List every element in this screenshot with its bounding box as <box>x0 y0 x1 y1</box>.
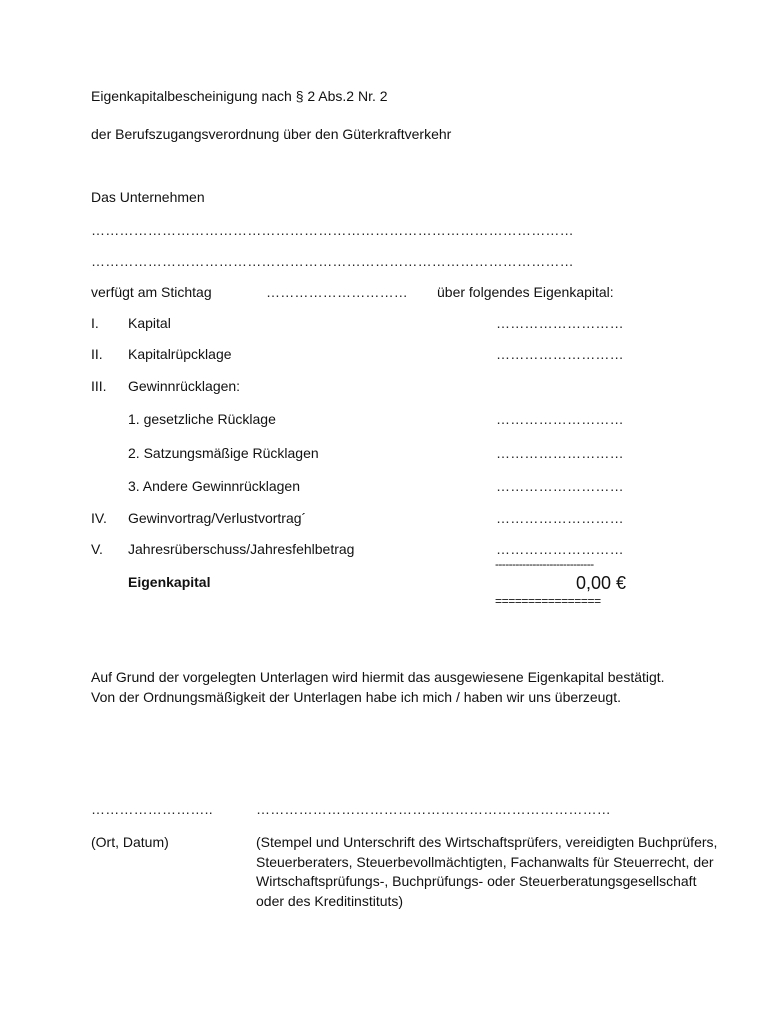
stichtag-date-line: ………………………… <box>266 284 408 300</box>
signature-label: (Stempel und Unterschrift des Wirtschaftsprüfers, vereidigten Buchprüfers, Steuerberaters, Steuerbevollmächtigten, Fachanwalts für Steuerrecht, der Wirtschaftsprüfungs-, Buchprüfungs- oder Steuerberatungsgesellschaft oder des Kreditinstituts) <box>256 834 718 909</box>
item-number: II. <box>91 346 103 362</box>
company-label: Das Unternehmen <box>91 189 205 205</box>
item-label-kapital: Kapital <box>128 315 171 331</box>
item-label-gewinvortrag: Gewinvortrag/Verlustvortrag´ <box>128 510 307 526</box>
confirmation-text: Auf Grund der vorgelegten Unterlagen wird hiermit das ausgewiesene Eigenkapital bestätigt. Von der Ordnungsmäßigkeit der Unterlagen habe ich mich / haben wir uns überzeugt. <box>91 669 665 705</box>
item-number: III. <box>91 378 107 394</box>
item-label-andere-gewinnruecklagen: 3. Andere Gewinnrücklagen <box>128 478 300 494</box>
item-number: V. <box>91 541 103 557</box>
item-value-line: ……………………… <box>496 346 624 362</box>
document-subtitle: der Berufszugangsverordnung über den Güterkraftverkehr <box>91 126 452 142</box>
item-label-gesetzliche-ruecklage: 1. gesetzliche Rücklage <box>128 411 276 427</box>
item-value-line: ……………………… <box>496 411 624 427</box>
place-date-label: (Ort, Datum) <box>91 834 169 850</box>
item-value-line: ……………………… <box>496 315 624 331</box>
document-title: Eigenkapitalbescheinigung nach § 2 Abs.2 Nr. 2 <box>91 88 388 104</box>
total-value: 0,00 € <box>576 573 627 593</box>
item-value-line: ……………………… <box>496 510 624 526</box>
company-address-line: ………………………………………………………………………………………… <box>91 253 574 269</box>
item-number: IV. <box>91 510 107 526</box>
total-rule-bottom: ================ <box>495 594 601 608</box>
item-label-satzungsmaessige-ruecklagen: 2. Satzungsmäßige Rücklagen <box>128 445 319 461</box>
item-label-gewinnruecklagen: Gewinnrücklagen: <box>128 378 241 394</box>
item-value-line: ……………………… <box>496 445 624 461</box>
item-value-line: ……………………… <box>496 478 624 494</box>
item-number: I. <box>91 315 99 331</box>
item-label-jahresueberschuss: Jahresrüberschuss/Jahresfehlbetrag <box>128 541 355 557</box>
stichtag-label: verfügt am Stichtag <box>91 284 212 300</box>
place-date-line: …………………….. <box>91 801 213 817</box>
signature-line: ………………………………………………………………… <box>256 801 611 817</box>
total-label: Eigenkapital <box>128 574 211 590</box>
stichtag-suffix: über folgendes Eigenkapital: <box>437 284 614 300</box>
item-value-line: ……………………… <box>496 541 624 557</box>
total-rule-top: ----------------------------- <box>495 557 594 571</box>
item-label-kapitalruecklage: Kapitalrüpcklage <box>128 346 232 362</box>
company-name-line: ………………………………………………………………………………………… <box>91 222 574 238</box>
